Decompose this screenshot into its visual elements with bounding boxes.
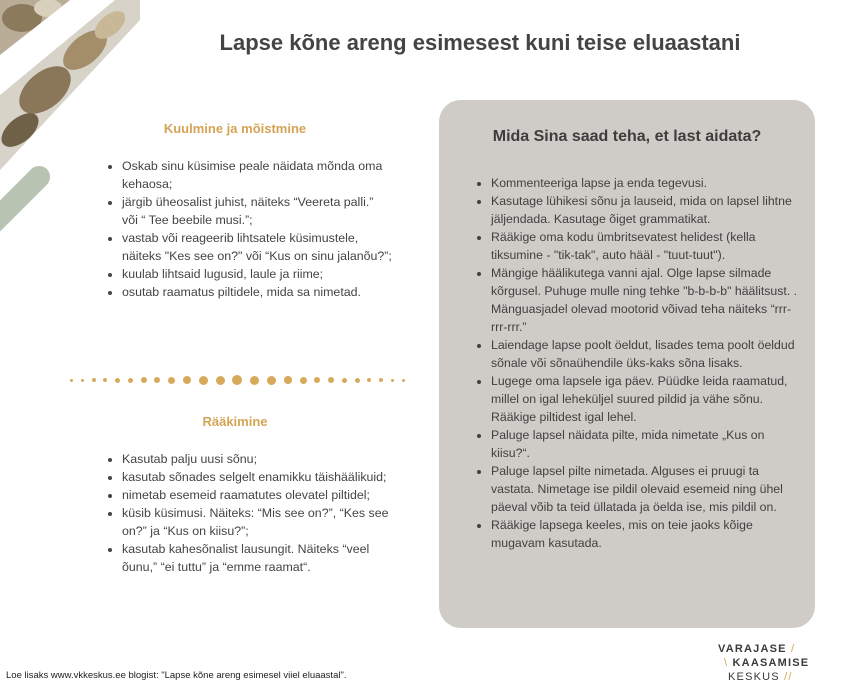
logo-slash: \ (724, 657, 729, 669)
list-item: • Paluge lapsel näidata pilte, mida nimetate „Kus on kiisu?“. (491, 426, 801, 462)
hearing-heading: Kuulmine ja mõistmine (163, 121, 307, 136)
list-item: • järgib üheosalist juhist, näiteks “Veereta palli.” või “ Tee beebile musi.”; (122, 193, 392, 229)
list-item: • Mängige häälikutega vanni ajal. Olge lapse silmade kõrgusel. Puhuge mulle ning tehke "b-b-b-b" häälitsust. . Mänguasjadel olevad mootorid võivad teha näiteks “rrr-rrr-rrr.” (491, 264, 801, 336)
list-item: • küsib küsimusi. Näiteks: “Mis see on?”, “Kes see on?” ja “Kus on kiisu?”; (122, 504, 392, 540)
logo-line-2: KAASAMISE (732, 657, 810, 669)
list-item: • Oskab sinu küsimise peale näidata mõnda oma kehaosa; (122, 157, 392, 193)
tips-list (473, 174, 801, 552)
list-item: • kuulab lihtsaid lugusid, laule ja riime; (122, 265, 392, 283)
speaking-list (104, 450, 392, 576)
list-item: • Kommenteeriga lapse ja enda tegevusi. (491, 174, 801, 192)
hearing-list (104, 157, 392, 301)
list-item: • osutab raamatus piltidele, mida sa nimetad. (122, 283, 392, 301)
list-item: • Rääkige lapsega keeles, mis on teie jaoks kõige mugavam kasutada. (491, 516, 801, 552)
list-item: • Lugege oma lapsele iga päev. Püüdke leida raamatud, millel on igal leheküljel suured pildid ja vähe sõnu. Rääkige piltidest igal lehel. (491, 372, 801, 426)
list-item: • Kasutage lühikesi sõnu ja lauseid, mida on lapsel lihtne jäljendada. Kasutage õiget grammatikat. (491, 192, 801, 228)
tips-heading: Mida Sina saad teha, et last aidata? (492, 128, 762, 145)
logo-slash: / (790, 643, 796, 655)
organization-logo (718, 642, 828, 684)
page-title: Lapse kõne areng esimesest kuni teise eluaastani (219, 30, 741, 55)
logo-slash: // (784, 671, 793, 683)
list-item: • Paluge lapsel pilte nimetada. Alguses ei pruugi ta vastata. Nimetage ise pildil olevaid esemeid ning ühel päeval võib ta teid üllatada ja öelda ise, mis pildil on. (491, 462, 801, 516)
logo-line-1: VARAJASE (718, 643, 787, 655)
list-item: • Rääkige oma kodu ümbritsevatest helidest (kella tiksumine - "tik-tak", auto hääl - "tuut-tuut"). (491, 228, 801, 264)
dotted-divider (70, 373, 405, 387)
speaking-heading: Rääkimine (202, 414, 268, 429)
list-item: • vastab või reageerib lihtsatele küsimustele, näiteks "Kes see on?" või “Kus on sinu jalanõu?”; (122, 229, 392, 265)
list-item: • Kasutab palju uusi sõnu; (122, 450, 392, 468)
tips-panel (439, 100, 815, 628)
list-item: • Laiendage lapse poolt öeldut, lisades tema poolt öeldud sõnale või sõnaühendile üks-kaks sõna lisaks. (491, 336, 801, 372)
logo-line-3: KESKUS (728, 671, 780, 683)
list-item: • nimetab esemeid raamatutes olevatel piltidel; (122, 486, 392, 504)
list-item: • kasutab sõnades selgelt enamikku täishäälikuid; (122, 468, 392, 486)
list-item: • kasutab kahesõnalist lausungit. Näiteks “veel õunu,” “ei tuttu” ja “emme raamat“. (122, 540, 392, 576)
footer-note: Loe lisaks www.vkkeskus.ee blogist: "Lapse kõne areng esimesel viiel eluaastal". (6, 670, 347, 681)
